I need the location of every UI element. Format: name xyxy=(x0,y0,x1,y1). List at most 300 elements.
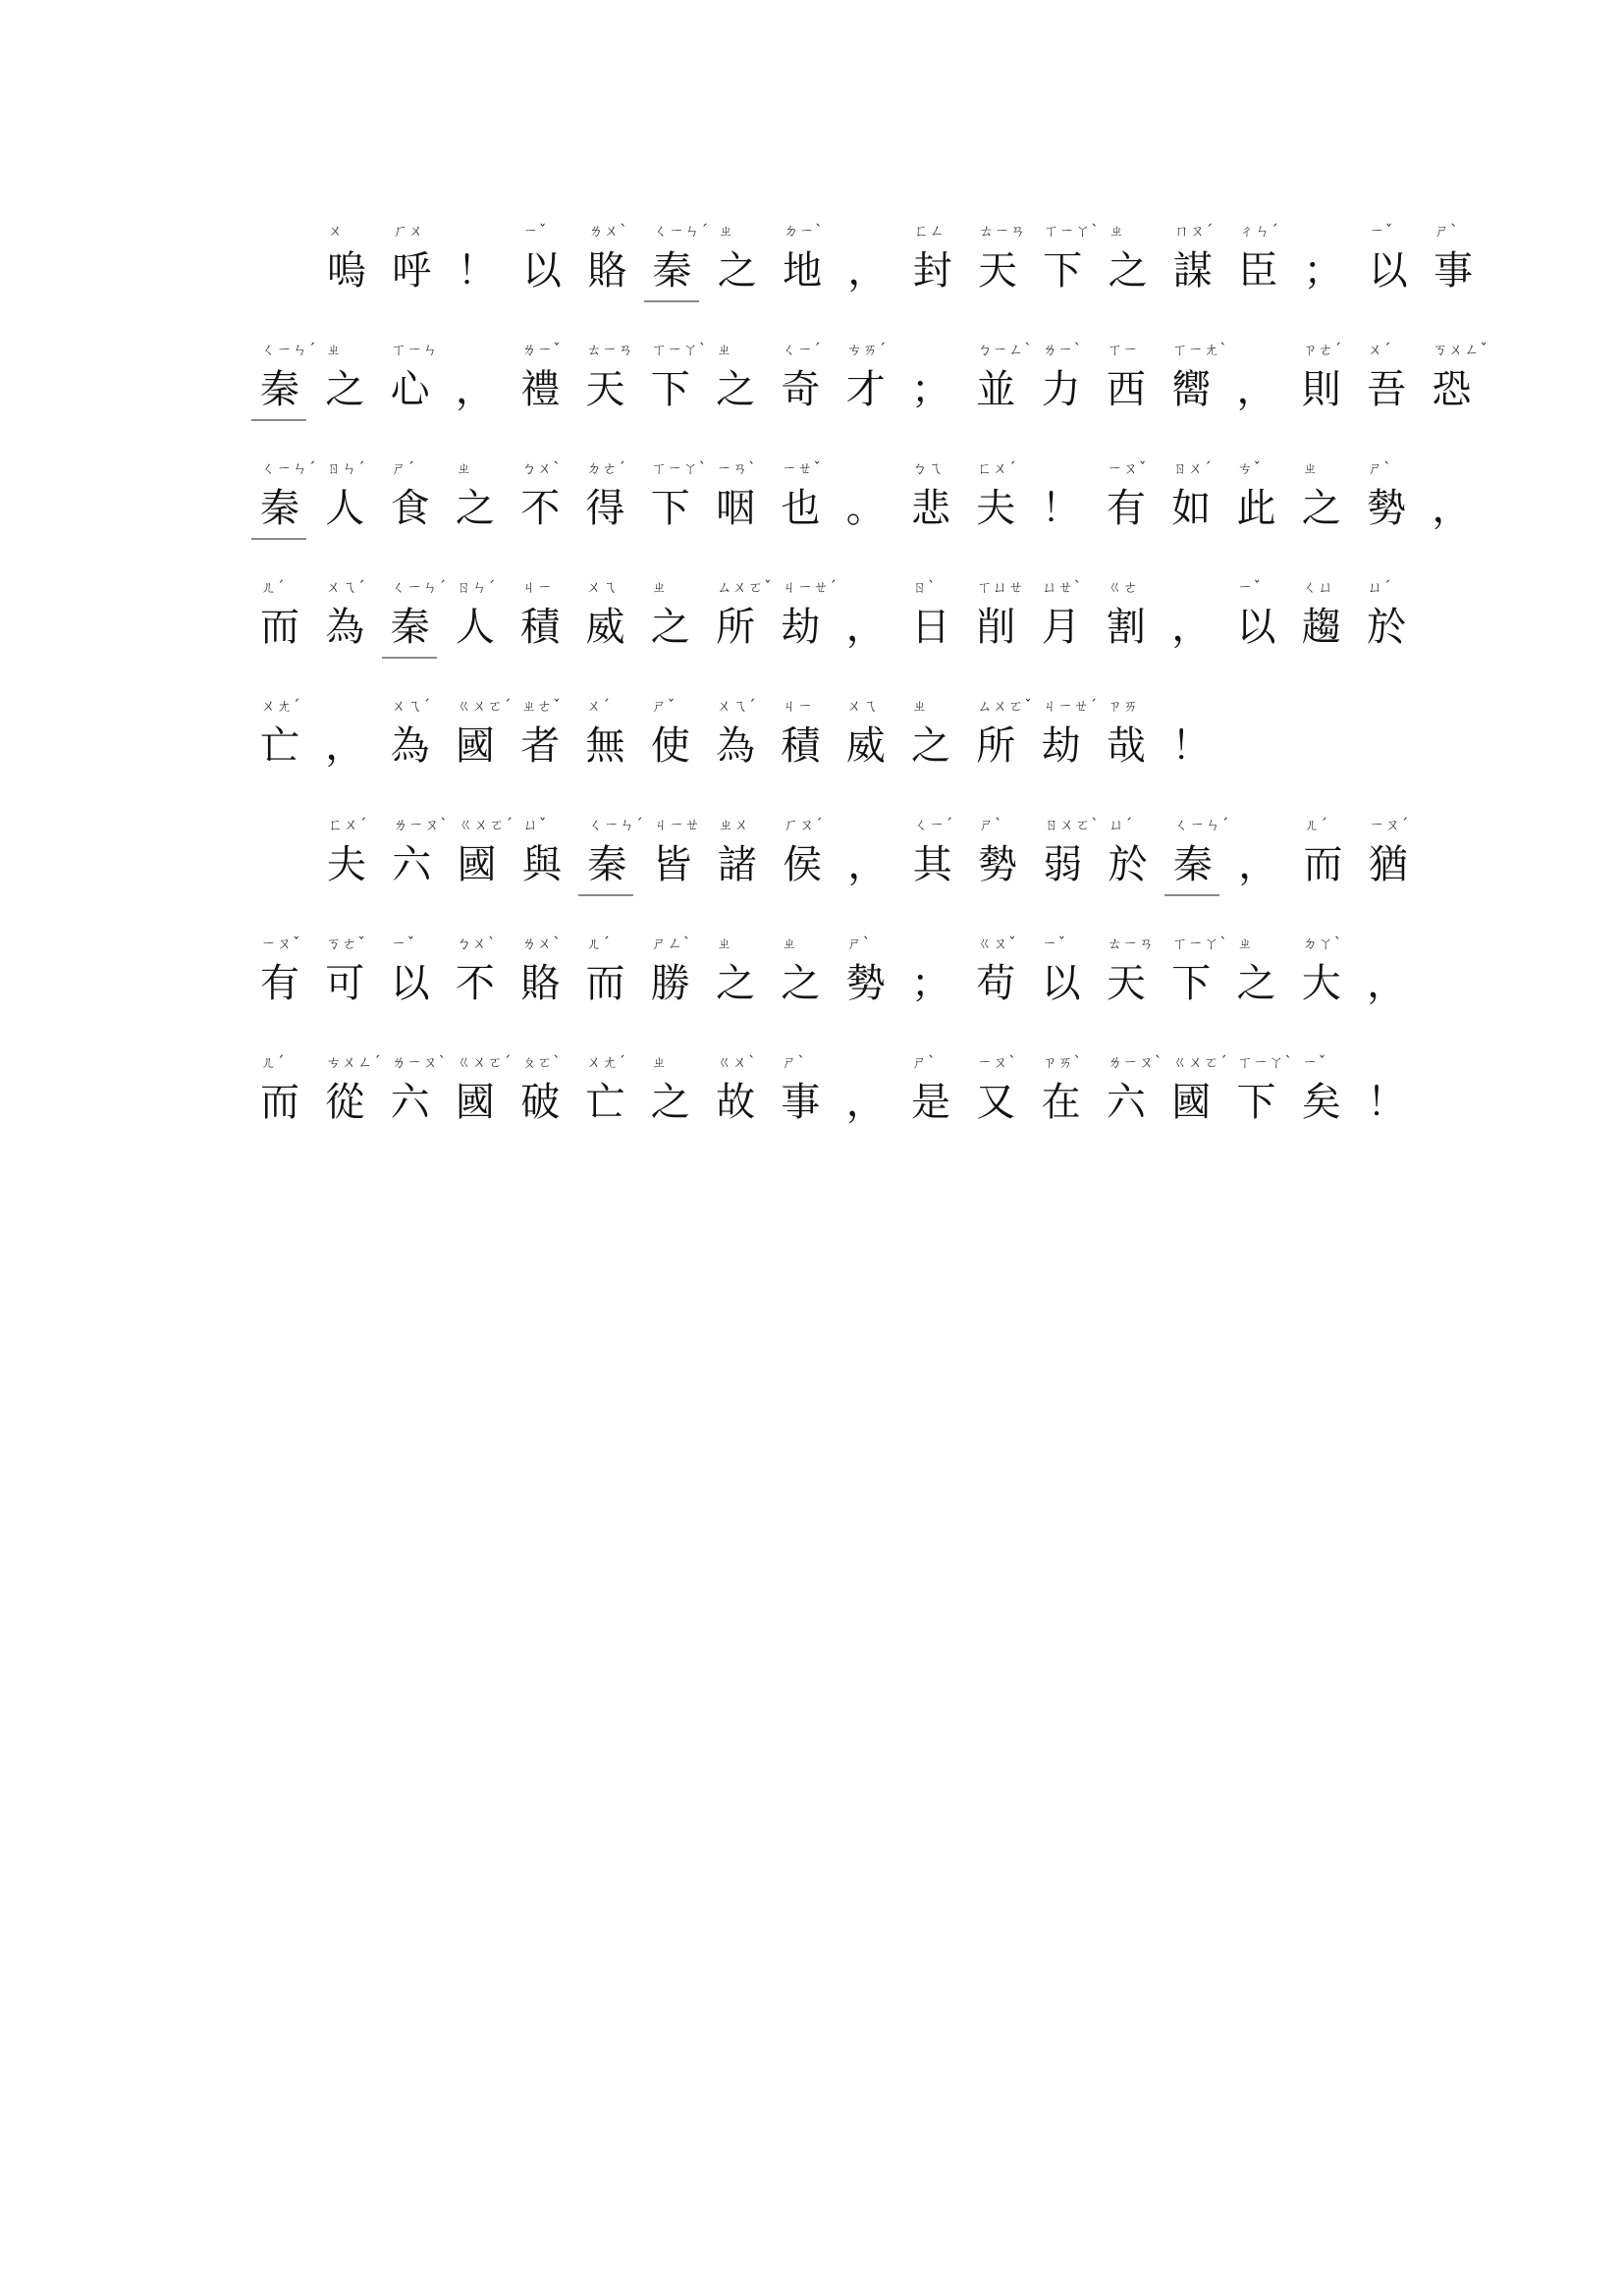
bopomofo-annotation xyxy=(847,455,894,481)
char-cell xyxy=(709,218,766,316)
char: 亡 xyxy=(585,1080,625,1125)
bopomofo-annotation: ㄏㄨ xyxy=(393,222,425,240)
char: 下 xyxy=(1043,248,1083,294)
char-cell xyxy=(577,337,634,435)
char-cell xyxy=(1358,455,1415,554)
bopomofo-annotation: ㄧㄡˇ xyxy=(261,934,301,952)
bopomofo-annotation: ㄒㄧㄚˋ xyxy=(1172,934,1228,952)
char-cell xyxy=(1425,218,1482,316)
bopomofo-annotation: ㄓ xyxy=(912,697,929,715)
char-cell xyxy=(709,812,766,910)
char-cell xyxy=(1163,1049,1228,1148)
char: 之 xyxy=(1108,248,1148,294)
char: 之 xyxy=(650,605,690,650)
char-cell xyxy=(1228,455,1285,554)
bopomofo-annotation: ㄒㄧㄚˋ xyxy=(651,459,708,477)
char: ； xyxy=(911,961,950,1006)
char-cell xyxy=(772,337,829,435)
char: ！ xyxy=(1171,723,1212,769)
char-cell xyxy=(967,455,1024,554)
char: ， xyxy=(845,1080,886,1125)
bopomofo-annotation: ㄅㄧㄥˋ xyxy=(977,341,1033,358)
char-cell xyxy=(1163,693,1219,791)
bopomofo-annotation: ㄩˇ xyxy=(522,816,548,833)
char-cell xyxy=(514,218,570,316)
bopomofo-annotation: ㄨ xyxy=(328,222,345,240)
char-cell xyxy=(707,574,773,672)
bopomofo-annotation: ㄕˋ xyxy=(846,934,872,952)
bopomofo-annotation: ㄧˇ xyxy=(1302,1053,1327,1071)
bopomofo-annotation: ㄉㄚˋ xyxy=(1302,934,1343,952)
char-cell xyxy=(772,931,829,1029)
bopomofo-annotation xyxy=(1433,455,1480,481)
char-cell xyxy=(382,931,439,1029)
char-cell xyxy=(251,574,308,672)
bopomofo-annotation: ㄧˇ xyxy=(522,222,548,240)
bopomofo-annotation: ㄑㄧㄣˊ xyxy=(261,341,317,358)
char: 夫 xyxy=(976,486,1016,531)
char: 食 xyxy=(390,486,430,531)
bopomofo-annotation: ㄧˇ xyxy=(1237,578,1263,596)
char: 臣 xyxy=(1238,248,1278,294)
char: ； xyxy=(911,367,950,412)
char-cell xyxy=(1293,931,1350,1029)
char-cell xyxy=(382,693,439,791)
char-cell xyxy=(1098,337,1155,435)
char-cell xyxy=(838,574,894,672)
bopomofo-annotation xyxy=(912,337,959,362)
bopomofo-annotation: ㄕㄥˋ xyxy=(651,934,692,952)
char-cell xyxy=(902,693,959,791)
bopomofo-annotation: ㄊㄧㄢ xyxy=(979,222,1027,240)
char: 削 xyxy=(976,605,1016,650)
char-cell xyxy=(1293,574,1350,672)
char: 得 xyxy=(585,486,625,531)
char-cell xyxy=(382,1049,448,1148)
char-cell xyxy=(447,337,504,435)
char-cell xyxy=(449,218,506,316)
bopomofo-annotation: ㄨˊ xyxy=(1368,341,1392,358)
char-cell xyxy=(316,337,373,435)
char-cell xyxy=(1358,1049,1415,1148)
char: 為 xyxy=(390,723,430,769)
bopomofo-annotation: ㄑㄧㄣˊ xyxy=(261,459,317,477)
char-cell xyxy=(251,455,317,554)
char: 皆 xyxy=(652,842,692,887)
bopomofo-annotation: ㄑㄧㄣˊ xyxy=(588,816,644,833)
char-cell xyxy=(1033,455,1090,554)
char: 國 xyxy=(455,723,495,769)
char: 國 xyxy=(1171,1080,1212,1125)
char: ， xyxy=(847,248,888,294)
bopomofo-annotation: ㄘˇ xyxy=(1237,459,1263,477)
char-cell xyxy=(1293,1049,1350,1148)
bopomofo-annotation: ㄉㄧˋ xyxy=(784,222,824,240)
bopomofo-annotation: ㄍㄨˋ xyxy=(717,1053,757,1071)
char-cell xyxy=(774,218,831,316)
char: 封 xyxy=(912,248,952,294)
char: 西 xyxy=(1106,367,1146,412)
bopomofo-annotation: ㄙㄨㄛˇ xyxy=(717,578,773,596)
char-cell xyxy=(512,1049,568,1148)
proper-noun-char: 秦 xyxy=(251,366,308,413)
bopomofo-annotation: ㄑㄧㄣˊ xyxy=(391,578,448,596)
char: 劫 xyxy=(1041,723,1081,769)
bopomofo-annotation: ㄕˋ xyxy=(979,816,1003,833)
char: 六 xyxy=(392,842,432,887)
char-cell xyxy=(969,218,1026,316)
char: 之 xyxy=(1236,961,1276,1006)
char: 也 xyxy=(781,486,821,531)
char-cell xyxy=(1098,931,1155,1029)
char-cell xyxy=(1423,455,1480,554)
char-cell xyxy=(1033,1049,1090,1148)
char-cell xyxy=(512,337,568,435)
char-cell xyxy=(1164,218,1221,316)
char-cell xyxy=(644,812,701,910)
bopomofo-annotation: ㄦˊ xyxy=(261,578,286,596)
char-cell xyxy=(447,693,513,791)
char: 使 xyxy=(650,723,690,769)
char-cell xyxy=(1228,337,1285,435)
char-cell xyxy=(707,1049,764,1148)
char: 猶 xyxy=(1368,842,1408,887)
bopomofo-annotation: ㄌㄧㄡˋ xyxy=(391,1053,448,1071)
bopomofo-annotation: ㄍㄨㄛˊ xyxy=(458,816,514,833)
bopomofo-annotation: ㄍㄨㄛˊ xyxy=(1172,1053,1228,1071)
bopomofo-annotation: ㄘㄨㄥˊ xyxy=(326,1053,382,1071)
char-cell xyxy=(1098,574,1155,672)
char-cell xyxy=(967,931,1024,1029)
bopomofo-annotation: ㄐㄧ xyxy=(782,697,814,715)
bopomofo-annotation: ㄓ xyxy=(717,341,733,358)
bopomofo-annotation: ㄍㄜ xyxy=(1107,578,1139,596)
char: 從 xyxy=(325,1080,365,1125)
char: 之 xyxy=(781,961,821,1006)
bopomofo-annotation: ㄒㄩㄝ xyxy=(977,578,1025,596)
char-cell xyxy=(1033,693,1099,791)
proper-noun-char: 秦 xyxy=(1164,841,1221,888)
proper-noun-char: 秦 xyxy=(251,485,308,532)
bopomofo-annotation: ㄊㄧㄢ xyxy=(1107,934,1155,952)
char: 之 xyxy=(325,367,365,412)
bopomofo-annotation: ㄨㄤˊ xyxy=(261,697,301,715)
bopomofo-annotation: ㄔㄣˊ xyxy=(1239,222,1279,240)
char-cell xyxy=(1228,1049,1294,1148)
char: ， xyxy=(1171,605,1212,650)
char: ， xyxy=(1432,486,1472,531)
char: 苟 xyxy=(976,961,1016,1006)
char: 嚮 xyxy=(1171,367,1212,412)
char-cell xyxy=(642,693,699,791)
bopomofo-annotation: ㄓ xyxy=(1237,934,1254,952)
bopomofo-annotation xyxy=(1368,1049,1415,1075)
char-cell xyxy=(382,574,448,672)
char-cell xyxy=(318,218,375,316)
char-cell xyxy=(642,931,699,1029)
char: 日 xyxy=(911,605,950,650)
char: 諸 xyxy=(717,842,757,887)
char: 之 xyxy=(455,486,495,531)
bopomofo-annotation: ㄍㄨㄛˊ xyxy=(456,697,513,715)
char-cell xyxy=(902,455,959,554)
bopomofo-annotation xyxy=(1043,455,1090,481)
char: 所 xyxy=(716,605,756,650)
bopomofo-annotation: ㄎㄨㄥˇ xyxy=(1433,341,1488,358)
char-cell xyxy=(1163,337,1228,435)
char-cell xyxy=(838,693,894,791)
bopomofo-annotation: ㄖㄨˊ xyxy=(1172,459,1213,477)
char-cell xyxy=(1295,218,1352,316)
char-cell xyxy=(644,218,710,316)
bopomofo-annotation: ㄅㄟ xyxy=(912,459,945,477)
bopomofo-annotation: ㄖㄣˊ xyxy=(326,459,366,477)
bopomofo-annotation: ㄒㄧㄣ xyxy=(391,341,439,358)
char: 所 xyxy=(976,723,1016,769)
char-cell xyxy=(772,1049,829,1148)
bopomofo-annotation: ㄅㄨˋ xyxy=(456,934,497,952)
char-cell xyxy=(904,218,961,316)
bopomofo-annotation: ㄦˊ xyxy=(1304,816,1329,833)
char: 威 xyxy=(585,605,625,650)
char-cell xyxy=(251,693,308,791)
char: 賂 xyxy=(587,248,627,294)
char: ， xyxy=(1238,842,1278,887)
char: 破 xyxy=(520,1080,561,1125)
char-cell xyxy=(251,337,317,435)
bopomofo-annotation: ㄎㄜˇ xyxy=(326,934,366,952)
char-cell xyxy=(1228,574,1285,672)
bopomofo-annotation xyxy=(1368,931,1415,956)
bopomofo-annotation: ㄨㄟˊ xyxy=(717,697,757,715)
bopomofo-annotation: ㄒㄧ xyxy=(1107,341,1139,358)
bopomofo-annotation: ㄧㄝˇ xyxy=(782,459,822,477)
bopomofo-annotation: ㄒㄧㄚˋ xyxy=(1237,1053,1294,1071)
char: 賂 xyxy=(520,961,561,1006)
char: 地 xyxy=(783,248,823,294)
char: 月 xyxy=(1041,605,1081,650)
char-cell xyxy=(447,574,504,672)
char: ， xyxy=(455,367,495,412)
proper-noun-char: 秦 xyxy=(644,247,701,294)
char: 之 xyxy=(716,367,756,412)
bopomofo-annotation xyxy=(847,1049,894,1075)
bopomofo-annotation: ㄓ xyxy=(326,341,343,358)
char: 則 xyxy=(1301,367,1341,412)
char-cell xyxy=(1098,455,1155,554)
char-cell xyxy=(383,218,440,316)
bopomofo-annotation: ㄓ xyxy=(651,1053,668,1071)
char-cell xyxy=(1228,931,1285,1029)
char-cell xyxy=(642,337,708,435)
char-cell xyxy=(772,693,829,791)
char-cell xyxy=(1229,812,1286,910)
char: 奇 xyxy=(781,367,821,412)
bopomofo-annotation: ㄓ xyxy=(651,578,668,596)
bopomofo-annotation: ㄓㄨ xyxy=(718,816,750,833)
char: 有 xyxy=(260,961,299,1006)
bopomofo-annotation: ㄧㄡˋ xyxy=(977,1053,1017,1071)
char: 勢 xyxy=(978,842,1017,887)
char-cell xyxy=(967,693,1033,791)
bopomofo-annotation xyxy=(459,218,506,243)
char-cell xyxy=(316,931,373,1029)
char: 嗚 xyxy=(327,248,366,294)
bopomofo-annotation: ㄖㄣˊ xyxy=(456,578,497,596)
char-cell xyxy=(902,337,959,435)
char-cell xyxy=(1163,931,1228,1029)
bopomofo-annotation xyxy=(848,218,895,243)
bopomofo-annotation: ㄑㄧˊ xyxy=(913,816,954,833)
bopomofo-annotation: ㄓ xyxy=(1302,459,1319,477)
char: 勢 xyxy=(845,961,886,1006)
char: 下 xyxy=(650,367,690,412)
char-cell xyxy=(838,337,894,435)
char-cell xyxy=(382,455,439,554)
char: 事 xyxy=(1434,248,1474,294)
char: 下 xyxy=(650,486,690,531)
char: 矣 xyxy=(1301,1080,1341,1125)
char-cell xyxy=(904,812,961,910)
char-cell xyxy=(1295,812,1352,910)
char-cell xyxy=(577,693,634,791)
char: 勝 xyxy=(650,961,690,1006)
char-cell xyxy=(577,931,634,1029)
char: 力 xyxy=(1041,367,1081,412)
char-cell xyxy=(707,337,764,435)
char-cell xyxy=(1163,455,1219,554)
char: ， xyxy=(847,842,888,887)
char: 下 xyxy=(1171,961,1212,1006)
bopomofo-annotation: ㄈㄨˊ xyxy=(977,459,1017,477)
bopomofo-annotation: ㄌㄧㄡˋ xyxy=(393,816,449,833)
char-cell xyxy=(902,574,959,672)
bopomofo-annotation: ㄧㄡˊ xyxy=(1369,816,1410,833)
char-cell xyxy=(1100,218,1157,316)
bopomofo-annotation xyxy=(847,574,894,600)
bopomofo-annotation: ㄐㄧㄝ xyxy=(653,816,701,833)
bopomofo-annotation: ㄑㄧㄣˊ xyxy=(1173,816,1230,833)
bopomofo-annotation xyxy=(912,931,959,956)
char: ， xyxy=(1367,961,1407,1006)
char-cell xyxy=(578,218,635,316)
bopomofo-annotation xyxy=(1172,574,1219,600)
bopomofo-annotation: ㄧˇ xyxy=(391,934,416,952)
char: 心 xyxy=(390,367,430,412)
char-cell xyxy=(1033,337,1090,435)
char-cell xyxy=(316,574,373,672)
bopomofo-annotation: ㄈㄥ xyxy=(913,222,946,240)
bopomofo-annotation: ㄗㄜˊ xyxy=(1302,341,1343,358)
char: 天 xyxy=(1106,961,1146,1006)
bopomofo-annotation: ㄑㄧˊ xyxy=(782,341,822,358)
bopomofo-annotation: ㄈㄨˊ xyxy=(328,816,368,833)
char-cell xyxy=(642,1049,699,1148)
bopomofo-annotation: ㄑㄧㄣˊ xyxy=(653,222,710,240)
bopomofo-annotation xyxy=(1238,337,1285,362)
bopomofo-annotation: ㄦˊ xyxy=(261,1053,286,1071)
bopomofo-annotation: ㄧˇ xyxy=(1369,222,1394,240)
bopomofo-annotation: ㄘㄞˊ xyxy=(846,341,888,358)
bopomofo-annotation: ㄧㄡˇ xyxy=(1107,459,1148,477)
char: 勢 xyxy=(1367,486,1407,531)
char-cell xyxy=(449,812,514,910)
bopomofo-annotation: ㄗㄞˋ xyxy=(1042,1053,1083,1071)
proper-noun-char: 秦 xyxy=(382,604,439,651)
char: 才 xyxy=(845,367,886,412)
bopomofo-annotation: ㄐㄧㄝˊ xyxy=(782,578,838,596)
bopomofo-annotation: ㄒㄧㄤˋ xyxy=(1172,341,1228,358)
char-cell xyxy=(1358,931,1415,1029)
bopomofo-annotation: ㄕˊ xyxy=(391,459,416,477)
char-cell xyxy=(902,1049,959,1148)
char-cell xyxy=(251,1049,308,1148)
bopomofo-annotation: ㄕˇ xyxy=(651,697,676,715)
char-cell xyxy=(838,455,894,554)
char: 事 xyxy=(781,1080,821,1125)
char-cell xyxy=(1229,218,1286,316)
char-cell xyxy=(838,931,894,1029)
char: 劫 xyxy=(781,605,821,650)
char: 國 xyxy=(455,1080,495,1125)
char: 天 xyxy=(978,248,1017,294)
char-cell xyxy=(447,931,504,1029)
char: 吾 xyxy=(1367,367,1407,412)
bopomofo-annotation xyxy=(326,693,373,719)
bopomofo-annotation xyxy=(457,337,504,362)
bopomofo-annotation: ㄐㄧ xyxy=(521,578,554,596)
char: 夫 xyxy=(327,842,366,887)
char-cell xyxy=(967,574,1024,672)
char-cell xyxy=(839,812,895,910)
char-cell xyxy=(1360,218,1417,316)
char-cell xyxy=(1034,218,1100,316)
char: 是 xyxy=(911,1080,950,1125)
char-cell xyxy=(1358,337,1415,435)
char: 不 xyxy=(455,961,495,1006)
char: 不 xyxy=(520,486,561,531)
char: 弱 xyxy=(1043,842,1083,887)
bopomofo-annotation: ㄩㄝˋ xyxy=(1042,578,1083,596)
char: 可 xyxy=(325,961,365,1006)
proper-noun-char: 秦 xyxy=(578,841,635,888)
bopomofo-annotation: ㄕˋ xyxy=(1368,459,1392,477)
char-cell xyxy=(1358,574,1415,672)
bopomofo-annotation: ㄉㄜˊ xyxy=(586,459,627,477)
char: 以 xyxy=(1368,248,1408,294)
char-cell xyxy=(1034,812,1100,910)
char: 在 xyxy=(1041,1080,1081,1125)
char: 無 xyxy=(585,723,625,769)
char: 謀 xyxy=(1172,248,1213,294)
bopomofo-annotation: ㄓ xyxy=(1109,222,1125,240)
char: 有 xyxy=(1106,486,1146,531)
bopomofo-annotation: ㄊㄧㄢ xyxy=(586,341,634,358)
char: 此 xyxy=(1236,486,1276,531)
char: 而 xyxy=(585,961,625,1006)
char-cell xyxy=(1164,812,1230,910)
bopomofo-annotation: ㄧㄢˋ xyxy=(717,459,757,477)
bopomofo-annotation: ㄐㄧㄝˊ xyxy=(1042,697,1099,715)
char-cell xyxy=(772,574,838,672)
bopomofo-annotation: ㄌㄧˋ xyxy=(1042,341,1083,358)
char-cell xyxy=(967,337,1033,435)
char: 以 xyxy=(521,248,562,294)
char: 之 xyxy=(717,248,757,294)
char: 故 xyxy=(716,1080,756,1125)
bopomofo-annotation: ㄓ xyxy=(456,459,472,477)
char: 與 xyxy=(521,842,562,887)
